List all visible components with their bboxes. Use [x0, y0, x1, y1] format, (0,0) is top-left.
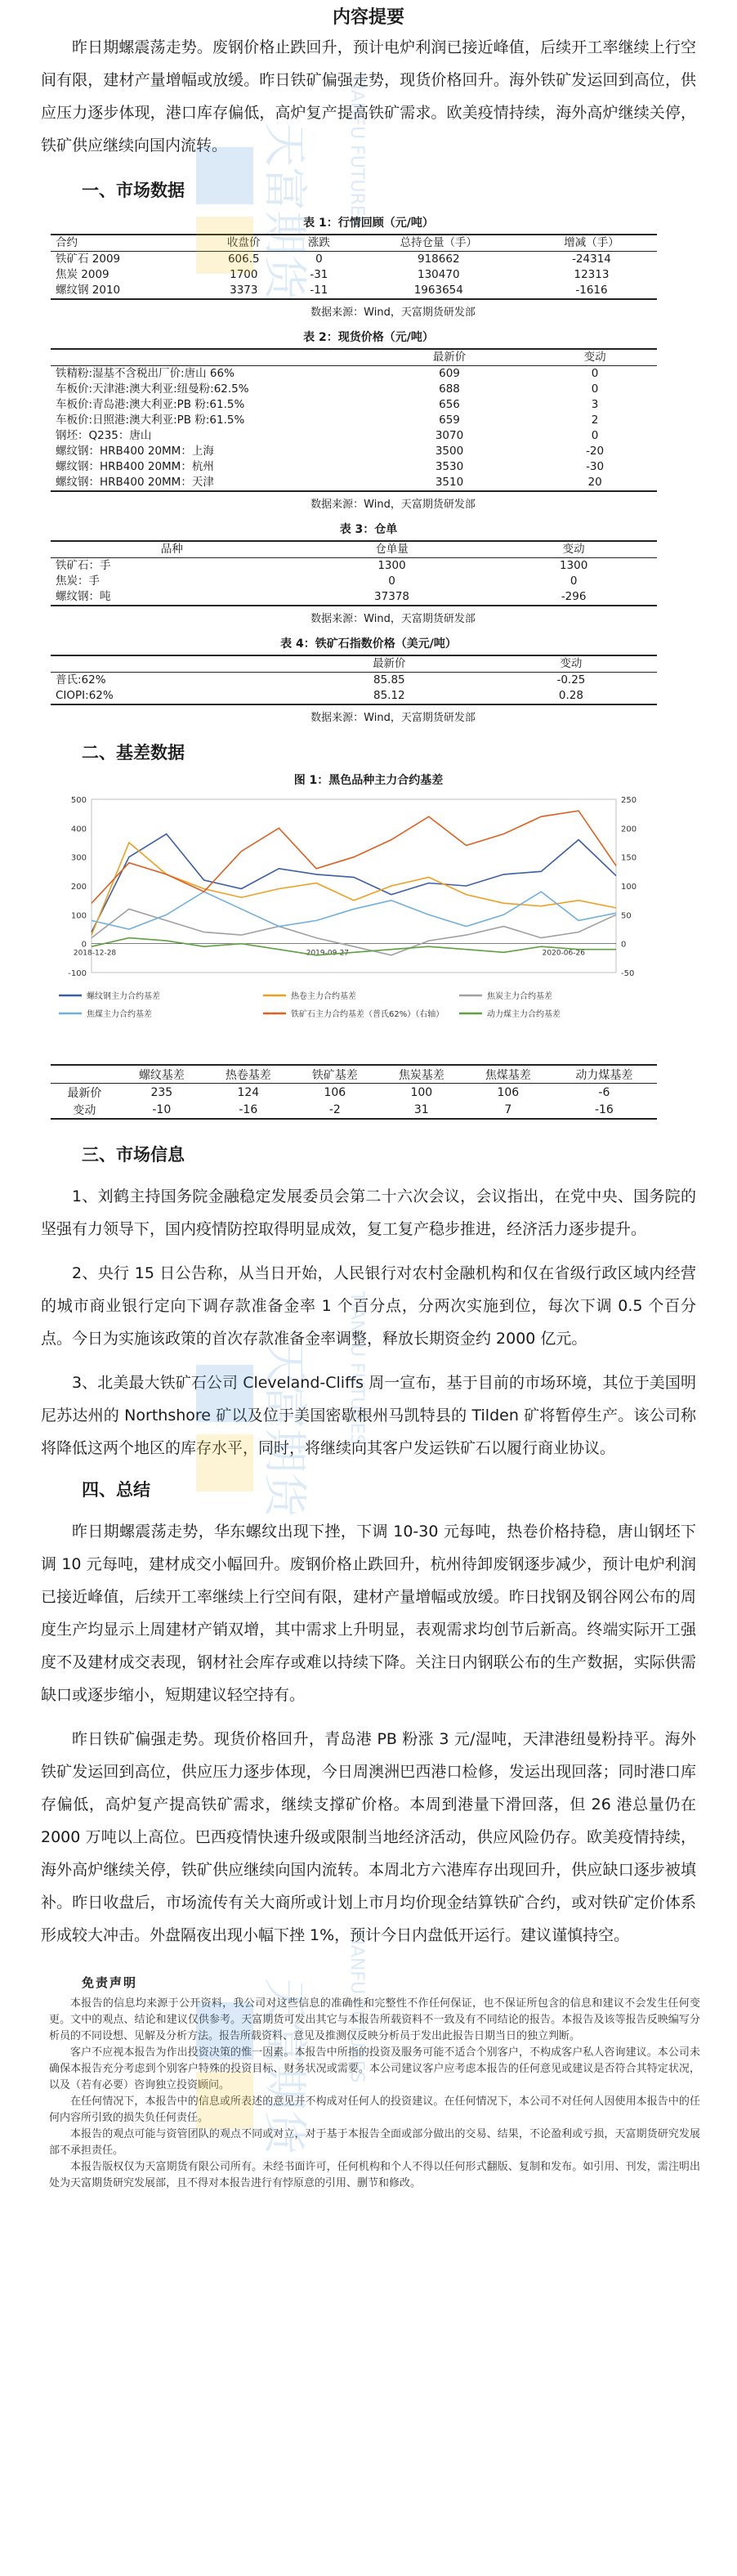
right-axis-tick-label: 250 [621, 796, 637, 805]
table-cell: 124 [237, 1085, 260, 1099]
table-cell: 0 [591, 367, 599, 380]
table-cell: 最新价 [67, 1086, 102, 1100]
table-header: 总持仓量（手） [351, 235, 526, 252]
table-row [51, 673, 657, 689]
table-cell: 铁矿石：手 [56, 559, 111, 572]
table-cell: 螺纹钢：HRB400 20MM：天津 [51, 475, 366, 491]
table3-caption: 表 3：仓单 [339, 523, 398, 536]
news-item: 2、央行 15 日公告称，从当日开始，人民银行对农村金融机构和仅在省级行政区域内经营的城市商业银行定向下调存款准备金率 1 个百分点，分两次实施到位，每次下调 0.5 个百分点。今日为实施该政策的首次存款准备金率调整，释放长期资金约 2000 亿元。 [41, 1264, 696, 1348]
section-news-heading: 三、市场信息 [82, 1145, 185, 1165]
table-cell: 106 [497, 1085, 520, 1099]
page-title: 内容提要 [332, 7, 404, 28]
table-cell: 3510 [366, 475, 533, 491]
right-axis-tick-label: -50 [621, 969, 635, 978]
table-row [51, 444, 657, 459]
table-header [51, 349, 366, 366]
table-header [51, 655, 293, 673]
table-header: 铁矿基差 [292, 1065, 378, 1084]
table4-iron-ore-index [51, 655, 657, 705]
table-row [51, 252, 657, 268]
watermark-cn: 天富期货 [259, 1340, 310, 1517]
table-cell: -6 [598, 1085, 610, 1099]
table-cell: 3530 [435, 460, 464, 473]
table-cell: 688 [439, 382, 460, 396]
table-cell: 12313 [574, 268, 610, 281]
table-row [51, 397, 657, 413]
legend-label: 螺纹钢主力合约基差 [87, 992, 160, 1001]
table-cell: 焦炭 2009 [56, 268, 109, 281]
watermark-cn: 天富期货 [259, 123, 310, 299]
series-line [92, 909, 616, 955]
summary-paragraph: 昨日期螺震荡走势。废钢价格止跌回升，预计电炉利润已接近峰值，后续开工率继续上行空间有限，建材产量增幅或放缓。昨日铁矿偏强走势，现货价格回升。海外铁矿发运回到高位，供应压力逐步体现，港口库存偏低，高炉复产提高铁矿需求。欧美疫情持续，海外高炉继续关停，铁矿供应继续向国内流转。 [41, 38, 696, 154]
table-cell: 1700 [230, 268, 258, 281]
table-cell: -2 [292, 1101, 378, 1119]
table-cell: 车板价:日照港:澳大利亚:PB 粉:61.5% [56, 414, 245, 427]
disclaimer-paragraph: 客户不应视本报告为作出投资决策的惟一因素。本报告中所指的投资及服务可能不适合个别客户，不构成客户私人咨询建议。本公司未确保本报告充分考虑到个别客户特殊的投资目标、财务状况或需要。本公司建议客户应考虑本报告的任何意见或建议是否符合其特定状况，以及（若有必要）咨询独立投资顾问。 [49, 2046, 700, 2091]
disclaimer-paragraph: 本报告的观点可能与资管团队的观点不同或对立，对于基于本报告全面或部分做出的交易、结果，不论盈利或亏损，天富期货研究发展部不承担责任。 [49, 2128, 700, 2157]
table-cell: 85.12 [293, 688, 485, 704]
table-cell: CIOPI:62% [51, 688, 293, 704]
right-axis-tick-label: 50 [621, 911, 632, 921]
table-row [51, 428, 657, 444]
table-cell: 焦炭：手 [56, 575, 100, 588]
table-cell: 918662 [418, 253, 460, 266]
table-cell: -0.25 [556, 673, 586, 686]
table-cell: 609 [439, 367, 460, 380]
table-cell: 0 [591, 382, 599, 396]
table-cell: -30 [586, 460, 605, 473]
section-summary-heading: 四、总结 [82, 1480, 150, 1500]
watermark-en: TIANFU FUTURES [346, 1929, 367, 2083]
legend-label: 焦煤主力合约基差 [87, 1010, 152, 1019]
table-cell: 螺纹钢：HRB400 20MM：杭州 [56, 460, 214, 473]
table-cell: 螺纹钢：HRB400 20MM：上海 [56, 445, 214, 458]
table2-spot-prices [51, 348, 657, 492]
x-axis-tick-label: 2020-06-26 [542, 949, 585, 958]
legend-label: 热卷主力合约基差 [291, 992, 356, 1001]
table-row [51, 283, 657, 299]
table-cell: 2 [591, 414, 599, 427]
left-axis-tick-label: 0 [81, 940, 87, 950]
table-cell: 606.5 [227, 253, 260, 266]
table-cell: -31 [310, 268, 328, 281]
table-cell: -1616 [526, 283, 657, 299]
table4-caption: 表 4：铁矿石指数价格（美元/吨） [280, 637, 457, 651]
table-cell: 85.85 [373, 673, 405, 686]
table-cell: -24314 [572, 253, 611, 266]
table-row [51, 459, 657, 475]
table-header: 动力煤基差 [552, 1065, 657, 1084]
left-axis-tick-label: -100 [68, 969, 87, 978]
table-row [51, 413, 657, 428]
table-cell: 20 [533, 475, 657, 491]
table-header: 仓单量 [293, 541, 490, 558]
table1-quotes [51, 234, 657, 300]
table-cell: 0.28 [485, 688, 657, 704]
table3-warehouse-receipts [51, 540, 657, 606]
table-header: 热卷基差 [205, 1065, 292, 1084]
table-cell: 106 [324, 1085, 346, 1099]
left-axis-tick-label: 100 [70, 911, 87, 921]
news-item: 3、北美最大铁矿石公司 Cleveland-Cliffs 周一宣布，基于目前的市场环境，其位于美国明尼苏达州的 Northshore 矿以及位于美国密歇根州马凯特县的 Tilden 矿将暂停生产。该公司称将降低这两个地区的库存水平，同时，将继续向其客户发运铁矿石以履行商业协议。 [41, 1374, 696, 1457]
right-axis-tick-label: 150 [621, 853, 637, 863]
series-line [92, 892, 616, 929]
basis-chart [51, 791, 657, 1056]
table-cell: 铁矿石 2009 [56, 253, 121, 266]
table-row [51, 589, 657, 606]
table-cell: 3 [591, 398, 599, 411]
table-header: 涨跌 [287, 235, 351, 252]
table-row [51, 382, 657, 397]
series-line [92, 834, 616, 932]
table-cell: 235 [150, 1085, 173, 1099]
table-header: 合约 [51, 235, 200, 252]
table-header: 变动 [533, 349, 657, 366]
table-row [51, 574, 657, 589]
table-row [51, 1084, 657, 1102]
table-cell: -16 [205, 1101, 292, 1119]
x-axis-tick-label: 2019-09-27 [306, 949, 350, 958]
legend-label: 动力煤主力合约基差 [487, 1010, 561, 1019]
series-line [92, 811, 616, 903]
section-market-data-heading: 一、市场数据 [82, 181, 185, 200]
section-basis-heading: 二、基差数据 [82, 743, 185, 763]
table-header: 变动 [490, 541, 657, 558]
table-cell: 0 [315, 253, 323, 266]
table-row [51, 1101, 657, 1119]
legend-label: 铁矿石主力合约基差（普氏62%）（右轴） [291, 1010, 444, 1019]
x-axis-tick-label: 2018-12-28 [73, 949, 117, 958]
table-header: 变动 [485, 655, 657, 673]
table-row [51, 688, 657, 704]
table-cell: 31 [378, 1101, 465, 1119]
table-cell: 螺纹钢：吨 [51, 589, 293, 606]
watermark-en: TIANFU FUTURES [346, 74, 367, 228]
table-cell: -11 [287, 283, 351, 299]
table-cell: 1963654 [351, 283, 526, 299]
table1-caption: 表 1：行情回顾（元/吨） [303, 217, 434, 230]
table-cell: 0 [570, 575, 578, 588]
table-row [51, 267, 657, 283]
basis-table [51, 1064, 657, 1120]
table-cell: 0 [388, 575, 395, 588]
left-axis-tick-label: 500 [70, 796, 87, 805]
table-cell: 铁精粉:湿基不含税出厂价:唐山 66% [56, 367, 234, 380]
table-header: 增减（手） [526, 235, 657, 252]
table2-source: 数据来源：Wind，天富期货研发部 [310, 499, 476, 511]
table-cell: 130470 [418, 268, 460, 281]
basis-chart-svg [51, 791, 657, 1053]
table-cell: 659 [439, 414, 460, 427]
table-row [51, 366, 657, 382]
table-cell: 螺纹钢 2010 [51, 283, 200, 299]
disclaimer-paragraph: 本报告的信息均来源于公开资料，我公司对这些信息的准确性和完整性不作任何保证，也不保证所包含的信息和建议不会发生任何变更。文中的观点、结论和建议仅供参考。天富期货可发出其它与本报告所载资料不一致及有不同结论的报告。本报告及该等报告反映编写分析员的不同设想、见解及分析方法。报告所载资料、意见及推测仅反映分析员于发出此报告日期当日的独立判断。 [49, 1997, 700, 2042]
table-cell: 656 [439, 398, 460, 411]
table-cell: 1300 [377, 559, 406, 572]
table3-source: 数据来源：Wind，天富期货研发部 [310, 613, 476, 625]
table-cell: 车板价:天津港:澳大利亚:纽曼粉:62.5% [56, 382, 249, 396]
table-cell: 37378 [293, 589, 490, 606]
table-cell: 变动 [51, 1101, 118, 1119]
table-cell: -16 [552, 1101, 657, 1119]
table-cell: -20 [586, 445, 605, 458]
table-header: 最新价 [366, 349, 533, 366]
disclaimer-title: 免责声明 [82, 1975, 138, 1990]
table1-source: 数据来源：Wind，天富期货研发部 [310, 306, 476, 319]
table-header: 收盘价 [200, 235, 287, 252]
table-cell: 3070 [435, 429, 464, 442]
table-header: 螺纹基差 [118, 1065, 205, 1084]
chart-title: 图 1：黑色品种主力合约基差 [293, 774, 444, 787]
table-cell: 3373 [200, 283, 287, 299]
disclaimer-paragraph: 在任何情况下，本报告中的信息或所表述的意见并不构成对任何人的投资建议。在任何情况下，本公司不对任何人因使用本报告中的任何内容所引致的损失负任何责任。 [49, 2095, 700, 2124]
left-axis-tick-label: 400 [70, 825, 87, 834]
table-cell: 车板价:青岛港:澳大利亚:PB 粉:61.5% [56, 398, 245, 411]
table-cell: 钢坯：Q235：唐山 [56, 429, 152, 442]
table-cell: 100 [410, 1085, 433, 1099]
table2-caption: 表 2：现货价格（元/吨） [303, 331, 434, 344]
watermark-en: TIANFU FUTURES [346, 1291, 367, 1446]
left-axis-tick-label: 300 [70, 853, 87, 863]
news-item: 1、刘鹤主持国务院金融稳定发展委员会第二十六次会议，会议指出，在党中央、国务院的坚强有力领导下，国内疫情防控取得明显成效，复工复产稳步推进，经济活力逐步提升。 [41, 1187, 696, 1238]
table-header [51, 1065, 118, 1084]
table-cell: 1300 [559, 559, 588, 572]
table-cell: -296 [490, 589, 657, 606]
right-axis-tick-label: 0 [621, 940, 627, 950]
right-axis-tick-label: 200 [621, 825, 637, 834]
table-cell: 普氏:62% [56, 673, 106, 686]
table-cell: 7 [465, 1101, 552, 1119]
watermark-cn: 天富期货 [259, 1978, 310, 2154]
table-header: 最新价 [293, 655, 485, 673]
left-axis-tick-label: 200 [70, 883, 87, 892]
table-cell: -10 [118, 1101, 205, 1119]
table4-source: 数据来源：Wind，天富期货研发部 [310, 712, 476, 724]
disclaimer-paragraph: 本报告版权仅为天富期货有限公司所有。未经书面许可，任何机构和个人不得以任何形式翻版、复制和发布。如引用、刊发，需注明出处为天富期货研究发展部，且不得对本报告进行有悖原意的引用、删节和修改。 [49, 2161, 700, 2189]
table-header: 焦炭基差 [378, 1065, 465, 1084]
conclusion-paragraph: 昨日铁矿偏强走势。现货价格回升，青岛港 PB 粉涨 3 元/湿吨，天津港纽曼粉持平。海外铁矿发运回到高位，供应压力逐步体现，今日周澳洲巴西港口检修，发运出现回落；同时港口库存偏低，高炉复产提高铁矿需求，继续支撑矿价格。本周到港量下滑回落，但 26 港总量仍在 2000 万吨以上高位。巴西疫情快速升级或限制当地经济活动，供应风险仍存。欧美疫情持续，海外高炉继续关停，铁矿供应继续向国内流转。本周北方六港库存出现回升，供应缺口逐步被填补。昨日收盘后，市场流传有关大商所或计划上市月均价现金结算铁矿合约，或对铁矿定价体系形成较大冲击。外盘隔夜出现小幅下挫 1%，预计今日内盘低开运行。建议谨慎持空。 [41, 1730, 696, 1944]
table-row [51, 475, 657, 491]
table-header: 焦煤基差 [465, 1065, 552, 1084]
table-cell: 0 [591, 429, 599, 442]
right-axis-tick-label: 100 [621, 883, 637, 892]
table-row [51, 558, 657, 575]
legend-label: 焦炭主力合约基差 [487, 992, 552, 1001]
conclusion-paragraph: 昨日期螺震荡走势，华东螺纹出现下挫，下调 10-30 元每吨，热卷价格持稳，唐山钢坯下调 10 元每吨，建材成交小幅回升。废钢价格止跌回升，杭州待卸废钢逐步减少，预计电炉利润已接近峰值，后续开工率继续上行空间有限，建材产量增幅或放缓。昨日找钢及钢谷网公布的周度生产均显示上周建材产销双增，其中需求上升明显，表观需求均创节后新高。终端实际开工强度不及建材成交表现，钢材社会库存或难以持续下降。关注日内钢联公布的生产数据，实际供需缺口或逐步缩小，短期建议轻空持有。 [41, 1523, 696, 1704]
table-header: 品种 [51, 541, 293, 558]
table-cell: 3500 [435, 445, 464, 458]
